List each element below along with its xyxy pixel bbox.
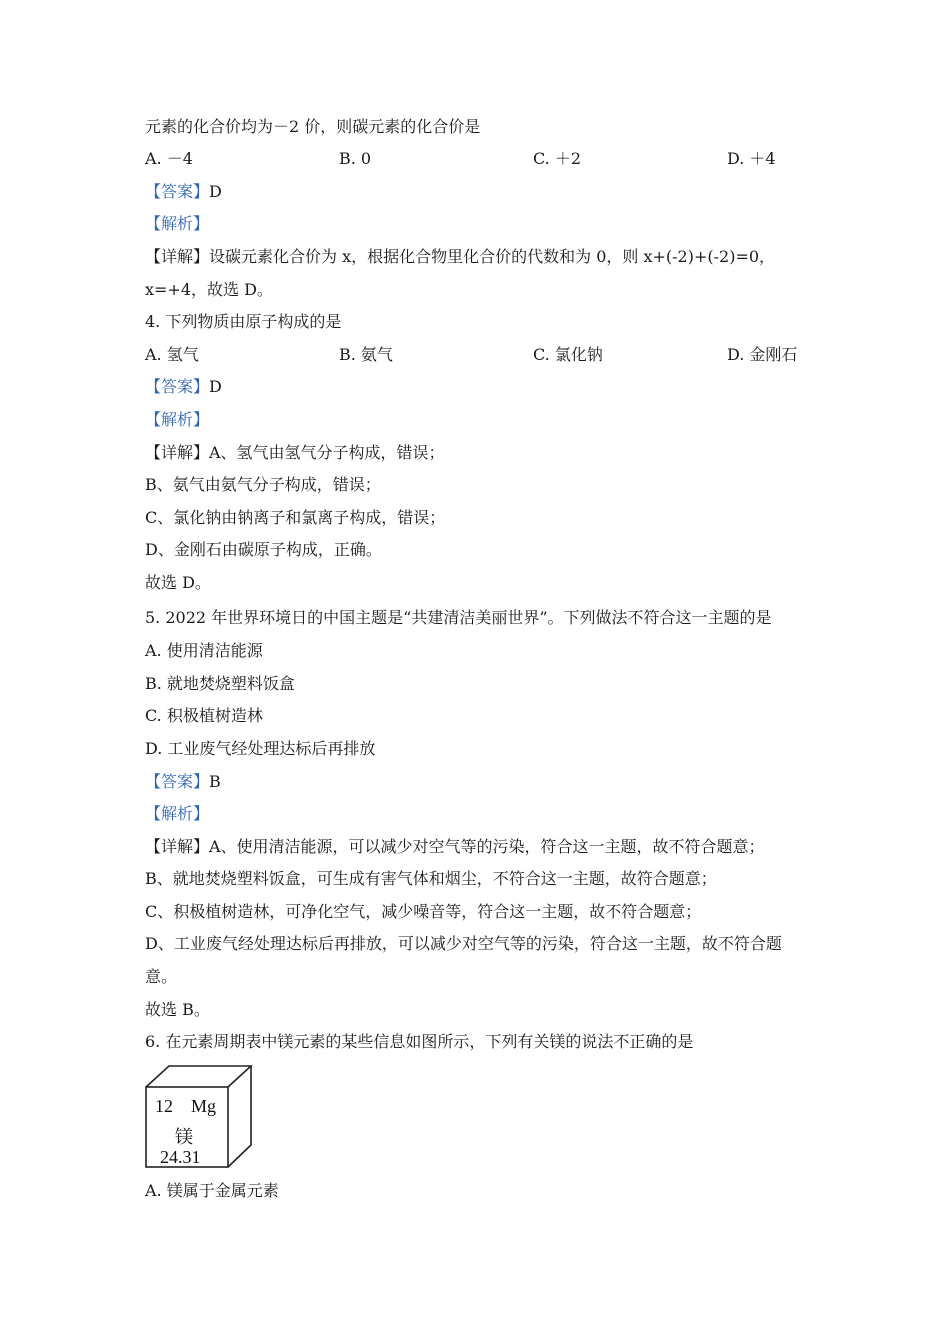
q3-stem: 元素的化合价均为－2 价，则碳元素的化合价是 xyxy=(145,117,481,136)
q5-analysis-tag: 【解析】 xyxy=(145,804,210,823)
q3-option-d: D. ＋4 xyxy=(727,149,776,168)
q5-option-b: B. 就地焚烧塑料饭盒 xyxy=(145,674,295,693)
q3-detail: 【详解】设碳元素化合价为 x，根据化合物里化合价的代数和为 0，则 x+(-2)+(-2)=0， xyxy=(145,247,776,266)
q4-option-d: D. 金刚石 xyxy=(727,345,798,364)
q5-option-c: C. 积极植树造林 xyxy=(145,706,263,725)
q4-detail-line: C、氯化钠由钠离子和氯离子构成，错误； xyxy=(145,508,446,527)
q4-option-c: C. 氯化钠 xyxy=(533,345,603,364)
q3-option-a: A. －4 xyxy=(145,149,193,168)
answer-tag: 【答案】 xyxy=(145,772,210,791)
q5-detail-line: D、工业废气经处理达标后再排放，可以减少对空气等的污染，符合这一主题，故不符合题 xyxy=(145,934,782,953)
q3-option-b: B. 0 xyxy=(339,149,372,168)
q4-stem: 4. 下列物质由原子构成的是 xyxy=(145,312,342,331)
q4-detail-line: D、金刚石由碳原子构成，正确。 xyxy=(145,540,382,559)
q5-detail-line: C、积极植树造林，可净化空气，减少噪音等，符合这一主题，故不符合题意； xyxy=(145,902,702,921)
q5-option-a: A. 使用清洁能源 xyxy=(145,641,263,660)
q3-analysis-tag: 【解析】 xyxy=(145,214,210,233)
q4-option-a: A. 氢气 xyxy=(145,345,199,364)
q3-answer xyxy=(145,181,222,203)
q4-conclusion: 故选 D。 xyxy=(145,573,211,592)
q5-detail-line: B、就地焚烧塑料饭盒，可生成有害气体和烟尘，不符合这一主题，故符合题意； xyxy=(145,869,717,888)
answer-value: D xyxy=(209,182,222,201)
answer-value: B xyxy=(209,772,221,791)
atomic-number: 12 xyxy=(155,1096,173,1116)
atomic-mass: 24.31 xyxy=(160,1147,201,1167)
q5-detail-line: 意。 xyxy=(145,967,178,986)
q4-detail-line: B、氨气由氨气分子构成，错误； xyxy=(145,475,381,494)
q4-answer xyxy=(145,376,222,398)
q4-analysis-tag: 【解析】 xyxy=(145,410,210,429)
element-name: 镁 xyxy=(175,1127,193,1147)
q4-option-b: B. 氨气 xyxy=(339,345,393,364)
q3-option-c: C. ＋2 xyxy=(533,149,582,168)
q5-option-d: D. 工业废气经处理达标后再排放 xyxy=(145,739,376,758)
answer-tag: 【答案】 xyxy=(145,377,210,396)
q4-detail-line: 【详解】A、氢气由氢气分子构成，错误； xyxy=(145,443,445,462)
q3-detail-2: x=+4，故选 D。 xyxy=(145,280,273,299)
q5-detail-line: 【详解】A、使用清洁能源，可以减少对空气等的污染，符合这一主题，故不符合题意； xyxy=(145,837,765,856)
magnesium-element-card xyxy=(145,1065,253,1169)
q5-conclusion: 故选 B。 xyxy=(145,1000,210,1019)
answer-tag: 【答案】 xyxy=(145,182,210,201)
q5-answer xyxy=(145,771,221,793)
element-symbol: Mg xyxy=(191,1096,217,1116)
answer-value: D xyxy=(209,377,222,396)
q6-stem: 6. 在元素周期表中镁元素的某些信息如图所示，下列有关镁的说法不正确的是 xyxy=(145,1032,694,1051)
q6-option-a: A. 镁属于金属元素 xyxy=(145,1181,279,1200)
q5-stem: 5. 2022 年世界环境日的中国主题是“共建清洁美丽世界”。下列做法不符合这一主题的是 xyxy=(145,608,772,627)
